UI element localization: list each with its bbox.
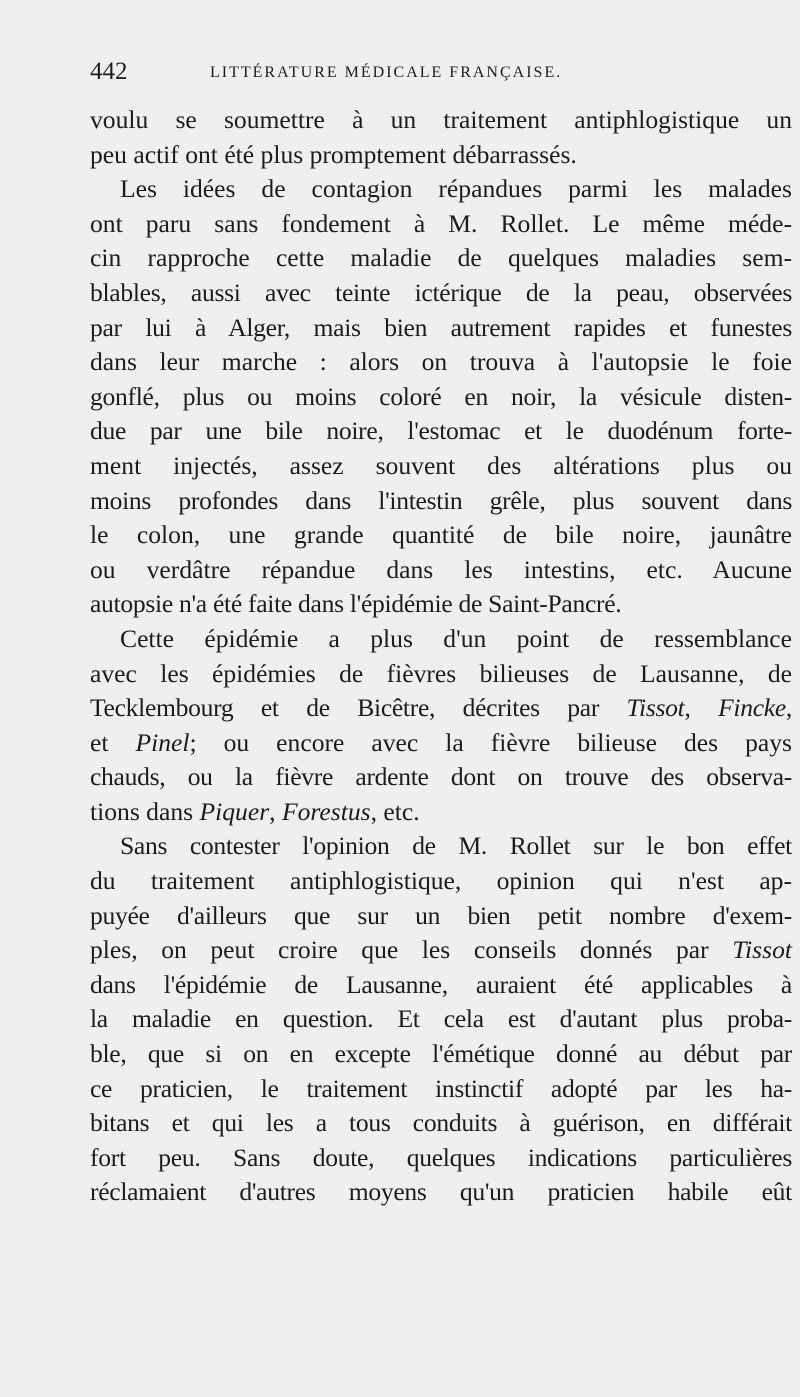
text-segment: , etc. — [370, 796, 420, 826]
text-line: la maladie en question. Et cela est d'autant plus proba- — [90, 1004, 792, 1034]
text-line: due par une bile noire, l'estomac et le duodénum forte- — [90, 416, 792, 446]
italic-name: Fincke — [718, 693, 786, 723]
italic-name: Tissot — [732, 935, 792, 965]
text-line: peu actif ont été plus promptement débarrassés. — [90, 139, 577, 169]
text-line: ble, que si on en excepte l'émétique donné au début par — [90, 1039, 792, 1069]
text-segment: ples, on peut croire que les conseils donnés par — [90, 935, 733, 965]
text-segment: , — [269, 796, 282, 826]
text-line: dans l'épidémie de Lausanne, auraient été applicables à — [90, 969, 792, 999]
text-line: ou verdâtre répandue dans les intestins, etc. Aucune — [90, 554, 792, 584]
text-line: puyée d'ailleurs que sur un bien petit nombre d'exem- — [90, 900, 792, 930]
text-line: avec les épidémies de fièvres bilieuses de Lausanne, de — [90, 658, 792, 688]
text-line: chauds, ou la fièvre ardente dont on trouve des observa- — [90, 762, 792, 792]
text-segment: , — [684, 693, 719, 723]
text-line: dans leur marche : alors on trouva à l'autopsie le foie — [90, 347, 792, 377]
text-line: Cette épidémie a plus d'un point de ressemblance — [120, 623, 792, 653]
text-line: voulu se soumettre à un traitement antiphlogistique un — [90, 105, 792, 134]
text-segment: Tecklembourg et de Bicêtre, décrites par — [90, 693, 627, 723]
text-segment: tions dans — [90, 796, 200, 826]
text-line: autopsie n'a été faite dans l'épidémie de Saint-Pancré. — [90, 589, 622, 619]
text-line: Sans contester l'opinion de M. Rollet sur le bon effet — [120, 831, 792, 861]
text-line — [90, 726, 792, 761]
text-line: le colon, une grande quantité de bile noire, jaunâtre — [90, 520, 792, 550]
text-line: blables, aussi avec teinte ictérique de la peau, observées — [90, 277, 792, 307]
text-line: ment injectés, assez souvent des altérations plus ou — [90, 450, 792, 480]
text-line: du traitement antiphlogistique, opinion qui n'est ap- — [90, 866, 792, 896]
italic-name: Piquer — [199, 796, 270, 826]
italic-name: Tissot — [626, 693, 685, 723]
text-line — [90, 795, 792, 830]
text-line: ont paru sans fondement à M. Rollet. Le même méde- — [90, 208, 792, 238]
text-line — [90, 691, 792, 726]
text-line: par lui à Alger, mais bien autrement rapides et funestes — [90, 312, 792, 342]
running-head: LITTÉRATURE MÉDICALE FRANÇAISE. — [210, 64, 563, 81]
text-segment: , — [785, 693, 792, 723]
page-header — [90, 58, 760, 90]
text-line: réclamaient d'autres moyens qu'un praticien habile eût — [90, 1177, 792, 1207]
italic-name: Forestus — [281, 796, 371, 826]
text-line: gonflé, plus ou moins coloré en noir, la vésicule disten- — [90, 381, 792, 411]
page-number: 442 — [90, 58, 128, 85]
text-line: ce praticien, le traitement instinctif adopté par les ha- — [90, 1073, 792, 1103]
text-line: fort peu. Sans doute, quelques indications particulières — [90, 1142, 792, 1172]
text-line: bitans et qui les a tous conduits à guérison, en différait — [90, 1108, 792, 1138]
body-text — [90, 103, 792, 1210]
italic-name: Pinel — [135, 727, 190, 757]
text-line: cin rapproche cette maladie de quelques maladies sem- — [90, 243, 792, 273]
text-segment: ; ou encore avec la fièvre bilieuse des pays — [189, 727, 792, 757]
text-line: moins profondes dans l'intestin grêle, plus souvent dans — [90, 485, 792, 515]
text-line — [90, 933, 792, 968]
text-line: Les idées de contagion répandues parmi les malades — [120, 174, 792, 204]
text-segment: et — [90, 727, 136, 757]
